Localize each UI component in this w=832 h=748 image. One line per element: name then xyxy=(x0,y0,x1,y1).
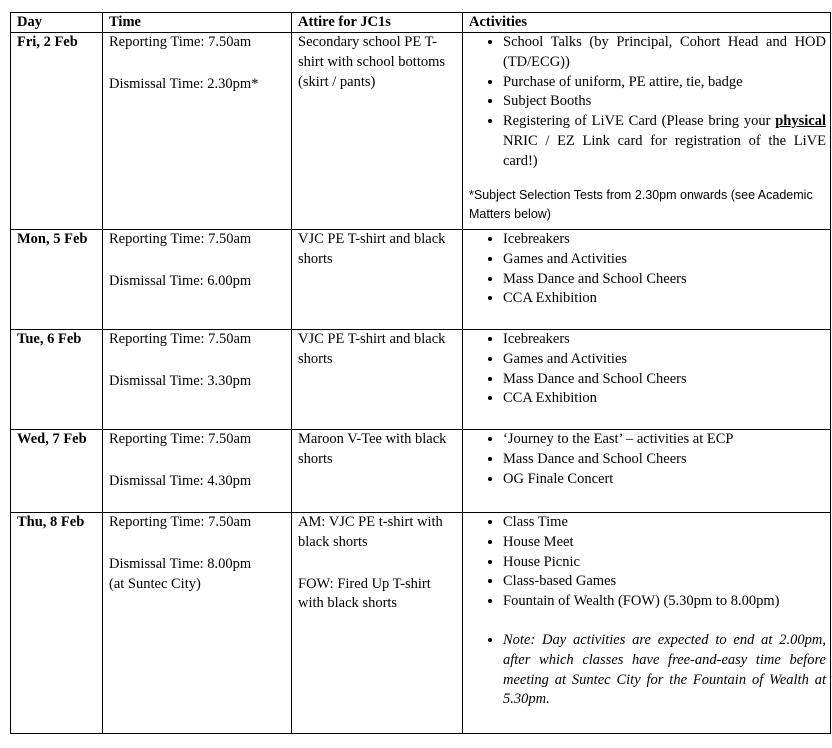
activity-item: • Fountain of Wealth (FOW) (5.30pm to 8.00pm) xyxy=(503,592,826,612)
time-cell xyxy=(103,230,292,330)
live-card-emphasis: physical xyxy=(775,113,826,130)
dismissal-time: Dismissal Time: 4.30pm xyxy=(109,472,252,489)
dismissal-location: (at Suntec City) xyxy=(109,575,201,592)
activities-cell xyxy=(463,33,831,230)
reporting-time: Reporting Time: 7.50am xyxy=(109,514,252,530)
time-cell xyxy=(103,513,292,734)
header-row xyxy=(11,13,831,33)
schedule-row-mon xyxy=(11,230,831,330)
dismissal-time: Dismissal Time: 2.30pm* xyxy=(109,75,259,92)
attire-cell: VJC PE T-shirt and black shorts xyxy=(292,230,463,330)
header-activities: Activities xyxy=(463,13,831,33)
dismissal-time: Dismissal Time: 6.00pm xyxy=(109,272,252,289)
activity-item: • Icebreakers xyxy=(503,330,826,350)
schedule-row-tue xyxy=(11,330,831,430)
activity-item: • House Picnic xyxy=(503,553,826,573)
reporting-time: Reporting Time: 7.50am xyxy=(109,34,252,50)
activities-cell xyxy=(463,513,831,734)
activities-cell xyxy=(463,330,831,430)
day-cell: Fri, 2 Feb xyxy=(11,33,103,230)
activity-item: • Class-based Games xyxy=(503,572,826,592)
activity-item: • Mass Dance and School Cheers xyxy=(503,370,826,390)
attire-cell: Secondary school PE T-shirt with school bottoms (skirt / pants) xyxy=(292,33,463,230)
activity-item: • School Talks (by Principal, Cohort Head and HOD (TD/ECG)) xyxy=(503,33,826,73)
activity-item: • Games and Activities xyxy=(503,250,826,270)
header-day: Day xyxy=(11,13,103,33)
reporting-time: Reporting Time: 7.50am xyxy=(109,231,252,247)
activities-cell xyxy=(463,430,831,513)
activity-item: • Games and Activities xyxy=(503,350,826,370)
activity-item xyxy=(503,112,826,171)
attire-fow: FOW: Fired Up T-shirt with black shorts xyxy=(298,575,431,612)
activity-list xyxy=(469,330,826,409)
schedule-row-fri xyxy=(11,33,831,230)
time-cell xyxy=(103,430,292,513)
activity-item: • House Meet xyxy=(503,533,826,553)
attire-cell: Maroon V-Tee with black shorts xyxy=(292,430,463,513)
activity-list xyxy=(469,33,826,172)
activity-item: • Icebreakers xyxy=(503,230,826,250)
activity-list xyxy=(469,430,826,489)
dismissal-time: Dismissal Time: 3.30pm xyxy=(109,372,252,389)
header-time: Time xyxy=(103,13,292,33)
activity-item: • ‘Journey to the East’ – activities at ECP xyxy=(503,430,826,450)
header-attire: Attire for JC1s xyxy=(292,13,463,33)
schedule-row-thu xyxy=(11,513,831,734)
attire-cell: VJC PE T-shirt and black shorts xyxy=(292,330,463,430)
live-card-text-before: Registering of LiVE Card (Please bring your xyxy=(503,113,776,130)
reporting-time: Reporting Time: 7.50am xyxy=(109,331,252,347)
activity-list xyxy=(469,513,826,612)
activity-item: • OG Finale Concert xyxy=(503,470,826,490)
day-cell: Thu, 8 Feb xyxy=(11,513,103,734)
orientation-schedule-table xyxy=(10,12,831,734)
activity-item: • Purchase of uniform, PE attire, tie, badge xyxy=(503,73,826,93)
activities-cell xyxy=(463,230,831,330)
day-cell: Mon, 5 Feb xyxy=(11,230,103,330)
dismissal-time: Dismissal Time: 8.00pm xyxy=(109,555,252,572)
reporting-time: Reporting Time: 7.50am xyxy=(109,431,252,447)
activity-item: • CCA Exhibition xyxy=(503,289,826,309)
activity-item: • CCA Exhibition xyxy=(503,389,826,409)
subject-test-footnote: *Subject Selection Tests from 2.30pm onwards (see Academic Matters below) xyxy=(469,187,813,221)
day-activities-note: • Note: Day activities are expected to end at 2.00pm, after which classes have free-and-easy time before meeting at Suntec City for the Fountain of Wealth at 5.30pm. xyxy=(503,631,826,710)
time-cell xyxy=(103,330,292,430)
schedule-row-wed xyxy=(11,430,831,513)
activity-item: • Mass Dance and School Cheers xyxy=(503,270,826,290)
attire-cell xyxy=(292,513,463,734)
activity-list xyxy=(469,230,826,309)
note-list xyxy=(469,631,826,710)
activity-item: • Mass Dance and School Cheers xyxy=(503,450,826,470)
activity-item: • Class Time xyxy=(503,513,826,533)
activity-item: • Subject Booths xyxy=(503,92,826,112)
day-cell: Tue, 6 Feb xyxy=(11,330,103,430)
time-cell xyxy=(103,33,292,230)
live-card-text-after: NRIC / EZ Link card for registration of the LiVE card!) xyxy=(503,132,826,169)
day-cell: Wed, 7 Feb xyxy=(11,430,103,513)
attire-am: AM: VJC PE t-shirt with black shorts xyxy=(298,514,443,550)
